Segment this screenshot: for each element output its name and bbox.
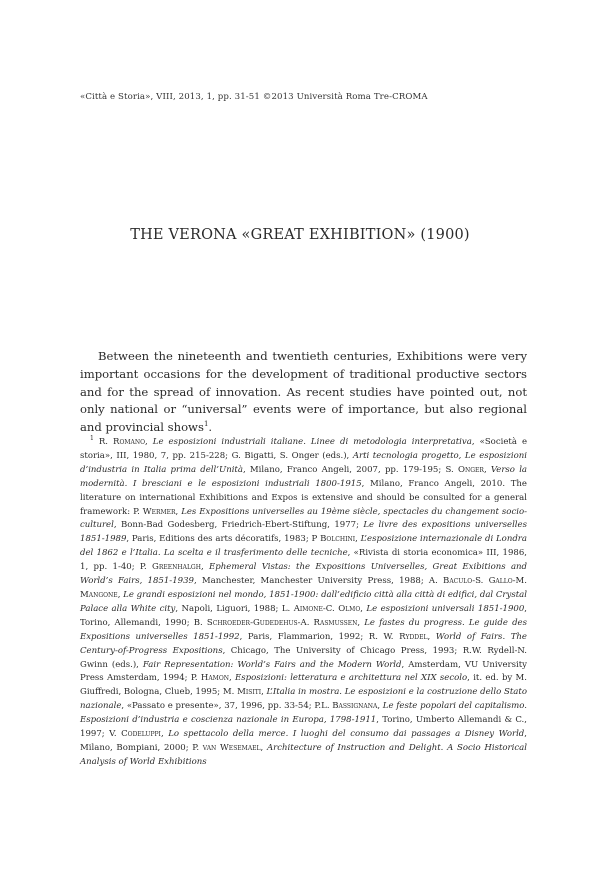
footnote-text-segment: , [377, 701, 383, 712]
footnote-text-segment: R. [93, 437, 114, 447]
footnote-text-segment: , [145, 437, 153, 447]
footnote-ref: 1 [203, 420, 209, 429]
footnote-author-segment: Romano [113, 437, 146, 447]
footnote-title-segment: Fair Representation: World’s Fairs and the Modern World [142, 659, 402, 670]
body-paragraph: Between the nineteenth and twentieth centuries, Exhibitions were very important occasions for the development of traditional productive sectors and for the spread of innovation. As recent studies have pointed out, not only national or “universal” events were of importance, but also regional and provincial shows$^1$. [80, 349, 527, 435]
footnote-author-segment: Baculo-S. Gallo-M. Mangone [80, 576, 527, 600]
footnote-author-segment: Greenhalgh [152, 562, 201, 573]
footnote-text-segment: , Milano, Bompiani, 2000; P. [80, 729, 528, 753]
footnote-number: 1 [90, 435, 94, 443]
footnote-text-segment: , [260, 742, 267, 753]
footnote-author-segment: Onger [457, 464, 484, 475]
footnote-text-segment: , Milano, Franco Angeli, 2010. The literature on international Exhibitions and Expos is extensive and should be consulted for a general framework: P. [80, 478, 527, 517]
footnote-title-segment: Ephemeral Vistas: the Expositions Universelles, Great Exibitions and World’s Fairs, 1851-1939 [80, 562, 528, 587]
footnote-title-segment: Le esposizioni universali 1851-1900 [366, 603, 525, 614]
footnote-text-segment: , «Rivista di storia economica» III, 1986, 1, pp. 1-40; P. [80, 548, 527, 573]
footnote-text-segment: , Manchester, Manchester University Press, 1988; A. [193, 576, 444, 587]
footnote-title-segment: World of Fairs. The Century-of-Progress Expositions [80, 631, 527, 656]
footnote-title-segment: Architecture of Instruction and Delight. A Socio Historical Analysis of World Exhibitions [80, 742, 527, 767]
footnote-text-segment: , Napoli, Liguori, 1988; L. [175, 603, 294, 614]
footnote-title-segment: Arti tecnologia progetto, Le esposizioni d’industria in Italia prima dell’Unità [80, 450, 527, 475]
footnote-author-segment: Wermer [142, 506, 176, 517]
footnote-title-segment: Esposizioni: letteratura e architettura nel XIX secolo [235, 673, 468, 684]
footnote-title-segment: Le grandi esposizioni nel mondo, 1851-1900: dall’edificio città alla città di edifici, dal Crystal Palace alla White city [80, 589, 528, 614]
footnote-text-segment: , [360, 603, 367, 614]
footnote-author-segment: Hamon [200, 673, 229, 684]
paragraph-text: Between the nineteenth and twentieth centuries, Exhibitions were very important occasions for the development of traditional productive sectors and for the spread of innovation. As recent studies have pointed out, not only national or “universal” events were of importance, but also regional and provincial shows [80, 349, 527, 435]
footnote-text-segment: , «Società e storia», III, 1980, 7, pp. 215-228; G. Bigatti, S. Onger (eds.), [80, 437, 528, 461]
footnote-author-segment: Ryddel [399, 631, 428, 642]
footnote-author-segment: Aimone-C. Olmo [293, 603, 361, 614]
footnote-author-segment: Codeluppi [121, 729, 161, 740]
footnote-title-segment: L’Italia in mostra. Le esposizioni e la costruzione dello Stato nazionale [80, 687, 527, 712]
footnote-author-segment: van Wesemael [202, 742, 261, 753]
footnote-title-segment: Le fastes du progress. Le guide des Expositions universelles 1851-1992 [80, 617, 527, 642]
footnote-text-segment: , it. ed. by M. Giuffredi, Bologna, Clueb, 1995; M. [80, 673, 528, 698]
footnote-text-segment: , [160, 729, 169, 740]
footnote-author-segment: Bassignana [332, 701, 378, 712]
footnote-text-segment: , [427, 631, 436, 642]
footnote-author-segment: Bolchini [320, 534, 356, 545]
footnote-text-segment: , Amsterdam, VU University Press Amsterdam, 1994; P. [80, 659, 528, 684]
footnote-text-segment: , «Passato e presente», 37, 1996, pp. 33-54; P.L. [121, 701, 333, 712]
footnote-text-segment: , [175, 506, 182, 517]
footnote-text-segment: , Torino, Umberto Allemandi & C., 1997; V. [80, 715, 527, 740]
footnote-author-segment: Misiti [237, 687, 262, 698]
footnote-title-segment: Lo spettacolo della merce. I luoghi del consumo dai passages a Disney World [168, 729, 525, 740]
footnote-text-segment: , Milano, Franco Angeli, 2007, pp. 179-195; S. [242, 464, 458, 475]
footnote-text-segment: , Paris, Flammarion, 1992; R. W. [239, 631, 400, 642]
footnote-text-segment: , [355, 534, 361, 545]
footnote-text-segment: , Bonn-Bad Godesberg, Friedrich-Ebert-Stiftung, 1977; [113, 520, 364, 531]
footnote-title-segment: L’esposizione internazionale di Londra del 1862 e l’Italia. La scelta e il trasferimento delle tecniche [80, 534, 527, 559]
footnote-text-segment: , Chicago, The University of Chicago Press, 1993; R.W. Rydell-N. Gwinn (eds.), [80, 645, 527, 670]
footnote-text-segment: , [229, 673, 236, 684]
footnote-1 [80, 436, 527, 770]
footnote-title-segment: Le livre des expositions universelles 1851-1989 [80, 520, 527, 545]
footnote-title-segment: Verso la modernità. I bresciani e le esposizioni industriali 1800-1915 [80, 464, 528, 489]
footnote-text-segment: , [261, 687, 267, 698]
footnote-title-segment: Les Expositions universelles au 19ème siècle, spectacles du changement socio-culturel [80, 506, 527, 531]
footnote-text-segment: , [117, 589, 124, 600]
article-title: THE VERONA «GREAT EXHIBITION» (1900) [130, 227, 470, 243]
footnote-title-segment: Le feste popolari del capitalismo. Esposizioni d’industria e coscienza nazionale in Europa, 1798-1911 [80, 701, 528, 726]
footnote-author-segment: Schroeder-Gudedehus-A. Rasmussen [206, 617, 358, 628]
footnote-title-segment: Le esposizioni industriali italiane. Linee di metodologia interpretativa [152, 437, 472, 447]
footnote-text-segment: , Paris, Editions des arts décoratifs, 1983; P [126, 534, 321, 545]
footnote-text-segment: , [357, 617, 365, 628]
running-head: «Città e Storia», VIII, 2013, 1, pp. 31-51 ©2013 Università Roma Tre-CROMA [80, 92, 428, 102]
footnote-text-segment: , [200, 562, 210, 573]
footnote-text-segment: , [483, 464, 491, 475]
footnote-text-segment: , Torino, Allemandi, 1990; B. [80, 603, 527, 628]
footnote-text [80, 437, 527, 767]
